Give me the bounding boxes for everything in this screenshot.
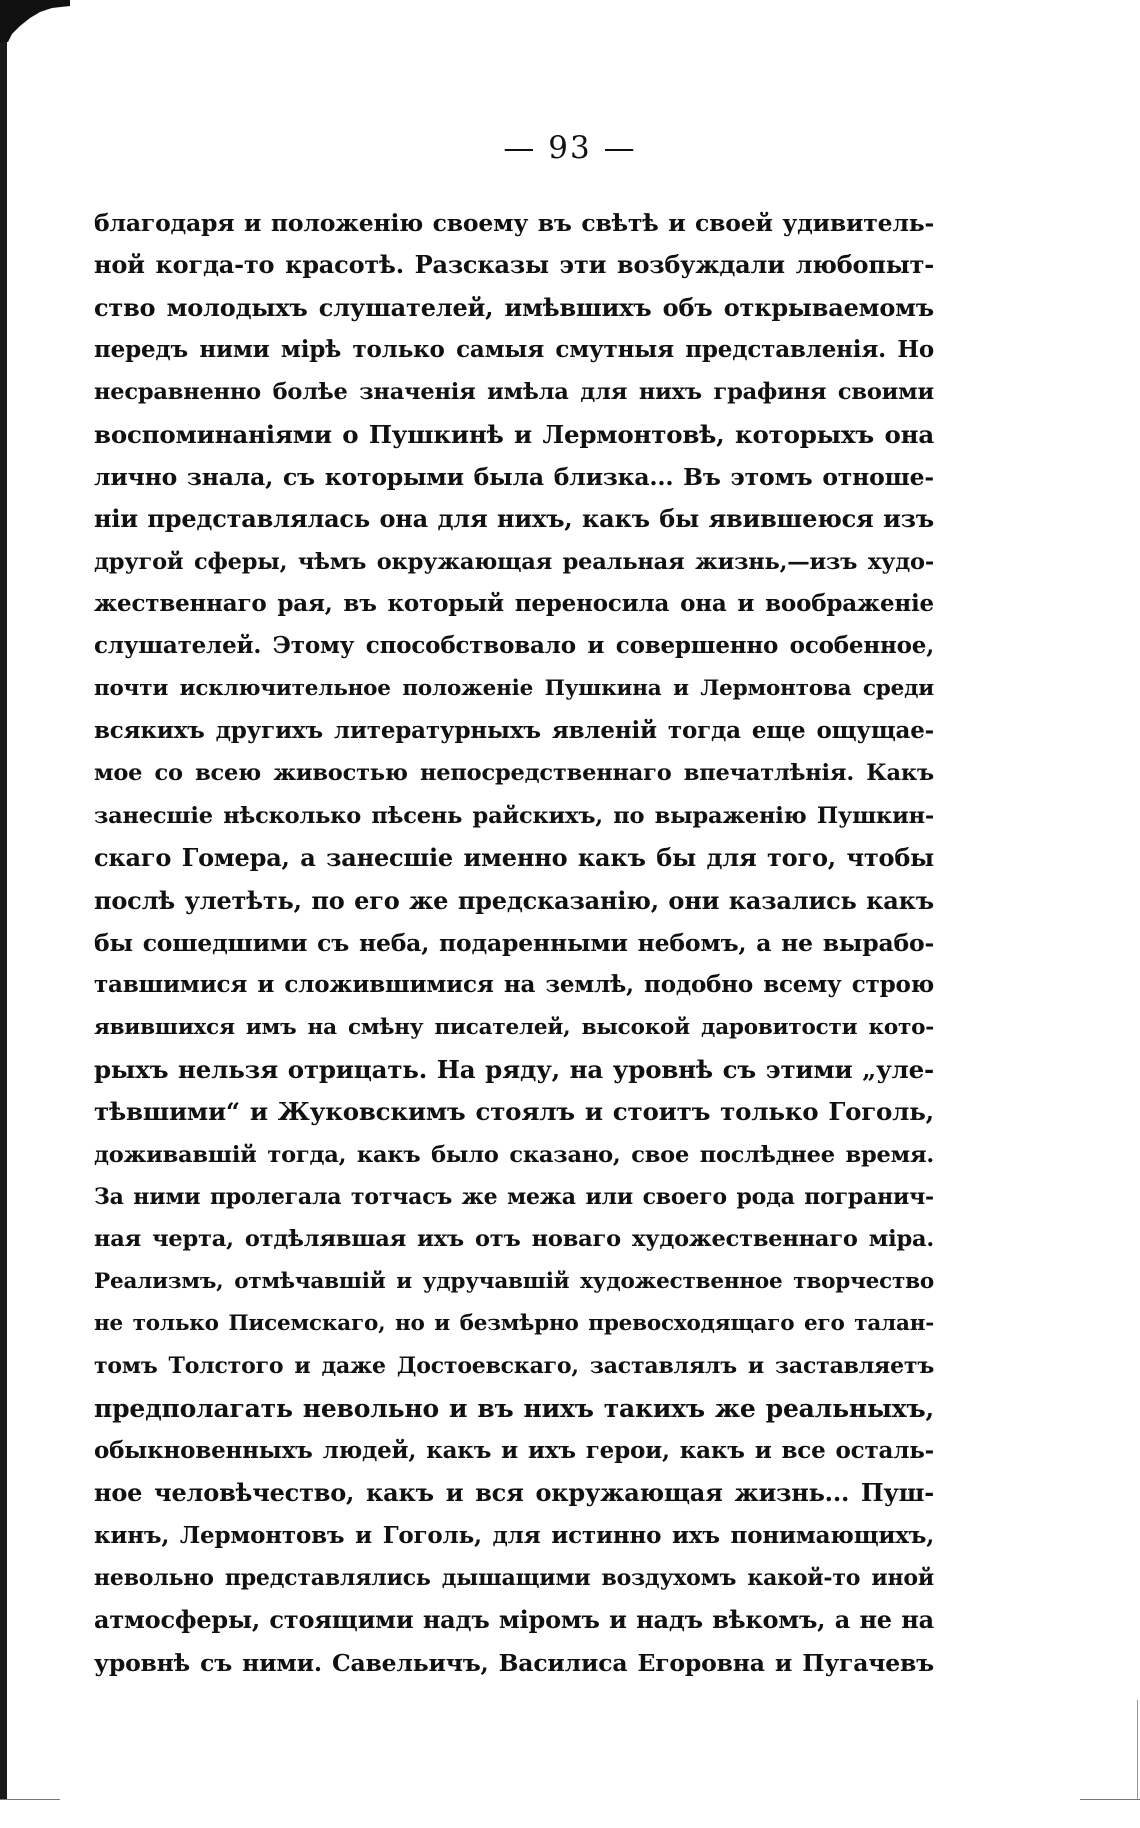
- text-line: тавшимися и сложившимися на землѣ, подобно всему строю: [94, 971, 934, 999]
- text-line: мое со всею живостью непосредственнаго впечатлѣнія. Какъ: [94, 760, 934, 787]
- text-line: несравненно болѣе значенія имѣла для нихъ графиня своими: [94, 379, 934, 406]
- text-line: уровнѣ съ ними. Савельичъ, Василиса Егоровна и Пугачевъ: [94, 1648, 934, 1677]
- text-line: ной когда-то красотѣ. Разсказы эти возбуждали любопыт-: [94, 250, 934, 280]
- scan-edge-bottom-right: [1080, 1799, 1140, 1800]
- text-line: невольно представлялись дышащими воздухомъ какой-то иной: [94, 1565, 934, 1591]
- text-line: ное человѣчество, какъ и вся окружающая жизнь... Пуш-: [94, 1478, 934, 1508]
- scan-artifact-icon: [0, 0, 70, 42]
- text-line: Реализмъ, отмѣчавшій и удручавшій художественное творчество: [94, 1268, 934, 1294]
- text-line: ніи представлялась она для нихъ, какъ бы явившеюся изъ: [94, 504, 934, 534]
- text-line: лично знала, съ которыми была близка... Въ этомъ отноше-: [94, 463, 934, 492]
- text-line: кинъ, Лермонтовъ и Гоголь, для истинно ихъ понимающихъ,: [94, 1521, 934, 1549]
- page-number: — 93 —: [503, 130, 637, 166]
- text-line: ство молодыхъ слушателей, имѣвшихъ объ открываемомъ: [94, 292, 934, 322]
- text-line: предполагать невольно и въ нихъ такихъ же реальныхъ,: [94, 1393, 934, 1423]
- scan-edge-bottom-left: [0, 1799, 60, 1800]
- scan-edge-left: [0, 0, 7, 1800]
- text-line: ная черта, отдѣлявшая ихъ отъ новаго художественнаго міра.: [94, 1226, 934, 1253]
- text-line: благодаря и положенію своему въ свѣтѣ и своей удивитель-: [94, 209, 934, 237]
- text-line: рыхъ нельзя отрицать. На ряду, на уровнѣ съ этими „уле-: [94, 1054, 934, 1084]
- body-text: [94, 202, 934, 1684]
- text-line: атмосферы, стоящими надъ міромъ и надъ вѣкомъ, а не на: [94, 1605, 934, 1635]
- text-line: томъ Толстого и даже Достоевскаго, заставлялъ и заставляетъ: [94, 1353, 934, 1380]
- text-line: передъ ними мірѣ только самыя смутныя представленія. Но: [94, 336, 934, 364]
- text-line: доживавшій тогда, какъ было сказано, свое послѣднее время.: [94, 1141, 934, 1168]
- text-line: скаго Гомера, а занесшіе именно какъ бы для того, чтобы: [94, 843, 934, 873]
- text-line: воспоминаніями о Пушкинѣ и Лермонтовѣ, которыхъ она: [94, 419, 934, 449]
- text-line: почти исключительное положеніе Пушкина и Лермонтова среди: [94, 675, 934, 701]
- scan-edge-right: [1137, 1700, 1138, 1800]
- text-line: жественнаго рая, въ который переносила она и воображеніе: [94, 590, 934, 618]
- text-line: другой сферы, чѣмъ окружающая реальная жизнь,—изъ худо-: [94, 548, 934, 575]
- text-line: не только Писемскаго, но и безмѣрно превосходящаго его талан-: [94, 1310, 934, 1336]
- text-line: послѣ улетѣть, по его же предсказанію, они казались какъ: [94, 885, 934, 915]
- text-line: обыкновенныхъ людей, какъ и ихъ герои, какъ и все осталь-: [94, 1436, 934, 1464]
- text-line: слушателей. Этому способствовало и совершенно особенное,: [94, 632, 934, 660]
- text-line: занесшіе нѣсколько пѣсень райскихъ, по выраженію Пушкин-: [94, 802, 934, 829]
- text-line: бы сошедшими съ неба, подаренными небомъ, а не вырабо-: [94, 928, 934, 957]
- text-line: тѣвшими“ и Жуковскимъ стоялъ и стоитъ только Гоголь,: [94, 1097, 934, 1127]
- text-line: всякихъ другихъ литературныхъ явленій тогда еще ощущае-: [94, 717, 934, 745]
- text-line: явившихся имъ на смѣну писателей, высокой даровитости кото-: [94, 1014, 934, 1040]
- text-line: За ними пролегала тотчасъ же межа или своего рода погранич-: [94, 1183, 934, 1210]
